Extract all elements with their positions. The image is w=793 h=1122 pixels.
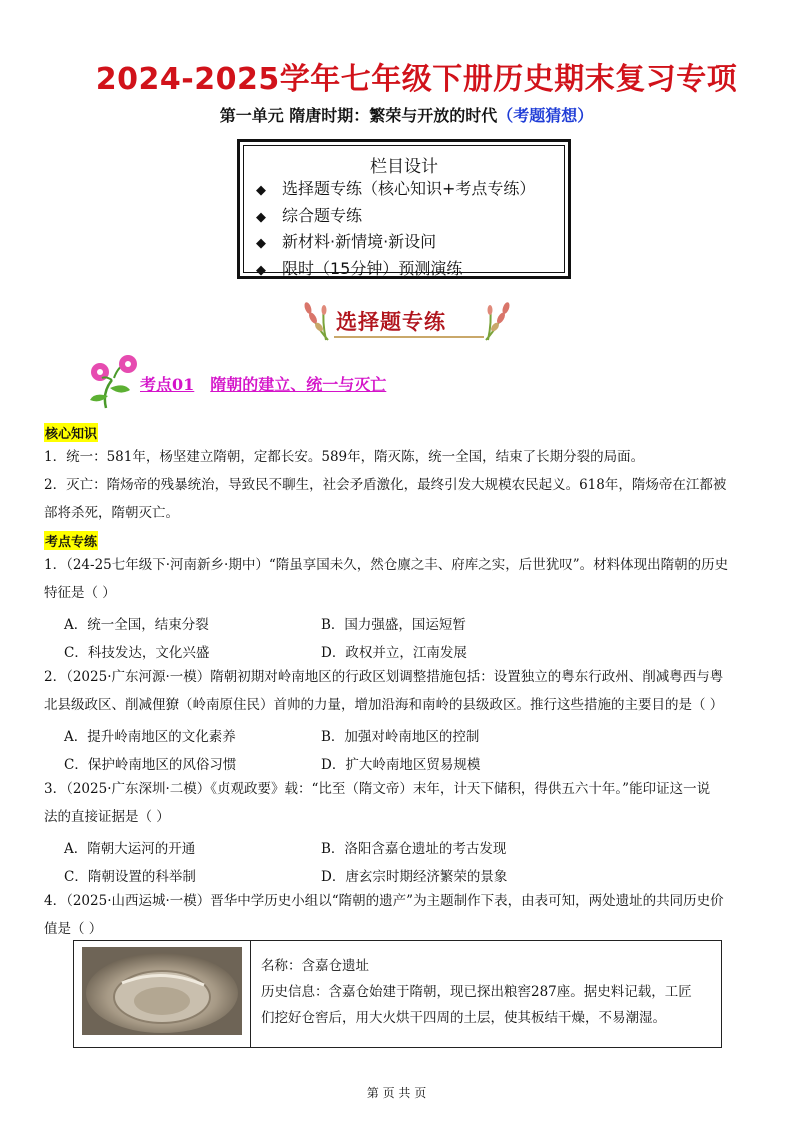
option-b[interactable]: B．加强对岭南地区的控制 bbox=[321, 729, 480, 745]
section-banner bbox=[300, 300, 515, 342]
section-title: 隋朝的建立、统一与灭亡 bbox=[210, 375, 387, 394]
core-line: 1．统一：581年，杨坚建立隋朝，定都长安。589年，隋灭陈，统一全国，结束了长期分裂的局面。 bbox=[44, 449, 645, 465]
option-b[interactable]: B．洛阳含嘉仓遗址的考古发现 bbox=[321, 841, 507, 857]
diamond-bullet-icon: ◆ bbox=[256, 262, 266, 278]
option-c[interactable]: C．隋朝设置的科举制 bbox=[64, 869, 196, 885]
option-d[interactable]: D．唐玄宗时期经济繁荣的景象 bbox=[321, 869, 508, 885]
unit-subtitle-accent: （考题猜想） bbox=[497, 106, 594, 125]
diamond-bullet-icon: ◆ bbox=[256, 209, 266, 225]
question-line: 特征是（ ） bbox=[44, 585, 116, 601]
column-design-heading: 栏目设计 bbox=[370, 157, 438, 177]
menu-item: ◆ 选择题专练（核心知识+考点专练） bbox=[240, 177, 568, 204]
question-line: 2．（2025·广东河源·一模）隋朝初期对岭南地区的行政区划调整措施包括：设置独立的粤东行政州、削减粤西与粤 bbox=[44, 669, 724, 685]
menu-item: ◆ 限时（15分钟）预测演练 bbox=[240, 257, 568, 284]
diamond-bullet-icon: ◆ bbox=[256, 236, 266, 251]
question-line: 法的直接证据是（ ） bbox=[44, 809, 170, 825]
option-a[interactable]: A．统一全国，结束分裂 bbox=[64, 617, 209, 633]
option-b[interactable]: B．国力强盛，国运短暂 bbox=[321, 617, 466, 633]
core-knowledge-tag: 核心知识 bbox=[44, 423, 98, 442]
site-info-line: 历史信息：含嘉仓始建于隋朝，现已探出粮窖287座。据史料记载，工匠 bbox=[261, 984, 692, 1000]
question-line: 4．（2025·山西运城·一模）晋华中学历史小组以“隋朝的遗产”为主题制作下表，由表可知，两处遗址的共同历史价 bbox=[44, 893, 724, 909]
menu-item: ◆ 新材料·新情境·新设问 bbox=[240, 230, 568, 257]
question-line: 3．（2025·广东深圳·二模）《贞观政要》载：“比至（隋文帝）末年，计天下储积，得供五六十年。”能印证这一说 bbox=[44, 781, 711, 797]
flower-icon bbox=[84, 352, 140, 410]
question-line: 值是（ ） bbox=[44, 921, 103, 937]
heritage-table bbox=[73, 940, 722, 1048]
site-info-line: 们挖好仓窖后，用大火烘干四周的土层，使其板结干燥，不易潮湿。 bbox=[261, 1010, 666, 1026]
document-title: 2024-2025学年七年级下册历史期末复习专项 bbox=[95, 62, 738, 97]
section-number: 考点01 bbox=[140, 375, 195, 394]
question-line: 1．（24-25七年级下·河南新乡·期中）“隋虽享国未久，然仓廪之丰、府库之实，后世犹叹”。材料体现出隋朝的历史 bbox=[44, 557, 729, 573]
table-divider bbox=[250, 941, 251, 1047]
wheat-right-icon bbox=[480, 300, 514, 342]
option-a[interactable]: A．隋朝大运河的开通 bbox=[64, 841, 196, 857]
option-d[interactable]: D．政权并立，江南发展 bbox=[321, 645, 467, 661]
granary-photo bbox=[82, 947, 242, 1035]
page-footer: 第 页 共 页 bbox=[366, 1086, 427, 1100]
core-line: 2．灭亡：隋炀帝的残暴统治，导致民不聊生，社会矛盾激化，最终引发大规模农民起义。618年，隋炀帝在江都被 bbox=[44, 477, 727, 493]
site-name: 名称：含嘉仓遗址 bbox=[261, 958, 369, 974]
section-heading bbox=[140, 372, 386, 395]
core-line: 部将杀死，隋朝灭亡。 bbox=[44, 505, 179, 521]
option-a[interactable]: A．提升岭南地区的文化素养 bbox=[64, 729, 236, 745]
wheat-left-icon bbox=[300, 300, 334, 342]
unit-subtitle-main: 第一单元 隋唐时期：繁荣与开放的时代 bbox=[219, 106, 498, 125]
practice-tag: 考点专练 bbox=[44, 531, 98, 550]
unit-subtitle bbox=[0, 103, 793, 126]
diamond-bullet-icon: ◆ bbox=[256, 183, 266, 198]
option-c[interactable]: C．保护岭南地区的风俗习惯 bbox=[64, 757, 237, 773]
banner-underline bbox=[334, 336, 484, 338]
column-design-box bbox=[237, 139, 571, 279]
question-line: 北县级政区、削减俚獠（岭南原住民）首帅的力量，增加沿海和南岭的县级政区。推行这些措施的主要目的是（ ） bbox=[44, 697, 724, 713]
option-d[interactable]: D．扩大岭南地区贸易规模 bbox=[321, 757, 481, 773]
option-c[interactable]: C．科技发达，文化兴盛 bbox=[64, 645, 210, 661]
menu-item: ◆ 综合题专练 bbox=[240, 204, 568, 231]
banner-label: 选择题专练 bbox=[336, 310, 446, 334]
